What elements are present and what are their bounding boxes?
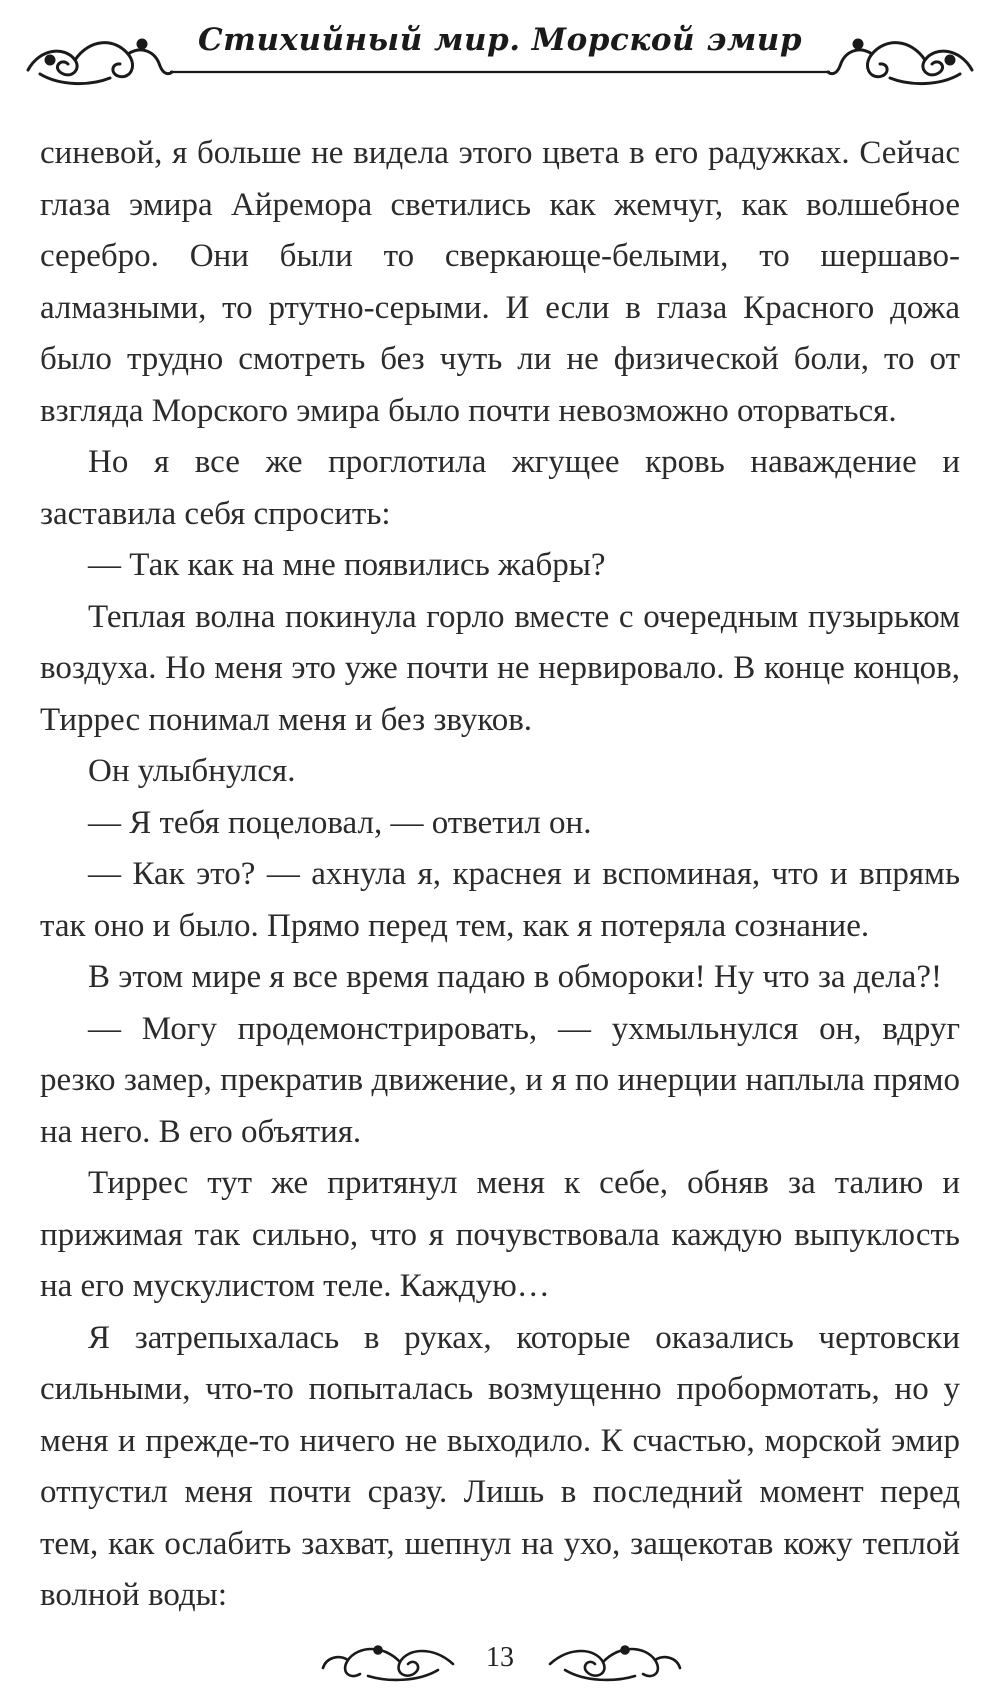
dialogue-line: — Я тебя поцеловал, — ответил он. bbox=[88, 804, 592, 841]
paragraph: синевой, я больше не видела этого цвета в его радужках. Сейчас глаза эмира Айремора светились как жемчуг, как волшебное серебро. Они были то сверкающе-белыми, то шершаво-алмазными, то ртутно-серыми. И если в глаза Красного дожа было трудно смотреть без чуть ли не физической боли, то от взгляда Морского эмира было почти невозможно оторваться. bbox=[40, 135, 960, 429]
page-body bbox=[40, 128, 960, 1622]
paragraph: Он улыбнулся. bbox=[88, 753, 296, 789]
dialogue-line: — Могу продемонстрировать, — ухмыльнулся он, вдруг резко замер, прекратив движение, и я по инерции наплыла прямо на него. В его объятия. bbox=[40, 1010, 960, 1150]
running-header bbox=[20, 8, 980, 93]
paragraph: Но я все же проглотила жгущее кровь наваждение и заставила себя спросить: bbox=[40, 444, 960, 532]
paragraph: В этом мире я все время падаю в обмороки! Ну что за дела?! bbox=[88, 959, 942, 995]
page-footer bbox=[0, 1636, 1000, 1686]
book-title: Стихийный мир. Морской эмир bbox=[197, 22, 803, 58]
dialogue-line: — Как это? — ахнула я, краснея и вспоминая, что и впрямь так оно и было. Прямо перед тем, как я потеряла сознание. bbox=[40, 856, 960, 944]
paragraph: Тиррес тут же притянул меня к себе, обняв за талию и прижимая так сильно, что я почувствовала каждую выпуклость на его мускулистом теле. Каждую… bbox=[40, 1165, 960, 1304]
dialogue-line: — Так как на мне появились жабры? bbox=[88, 547, 606, 583]
left-footer-flourish-icon bbox=[318, 1636, 458, 1686]
page-number: 13 bbox=[486, 1642, 514, 1673]
paragraph: Я затрепыхалась в руках, которые оказались чертовски сильными, что-то попыталась возмущенно пробормотать, но у меня и прежде-то ничего не выходило. К счастью, морской эмир отпустил меня почти сразу. Лишь в последний момент перед тем, как ослабить захват, шепнул на ухо, защекотав кожу теплой волной воды: bbox=[40, 1319, 960, 1613]
right-footer-flourish-icon bbox=[545, 1636, 685, 1686]
paragraph: Теплая волна покинула горло вместе с очередным пузырьком воздуха. Но меня это уже почти не нервировало. В конце концов, Тиррес понимал меня и без звуков. bbox=[40, 598, 960, 738]
